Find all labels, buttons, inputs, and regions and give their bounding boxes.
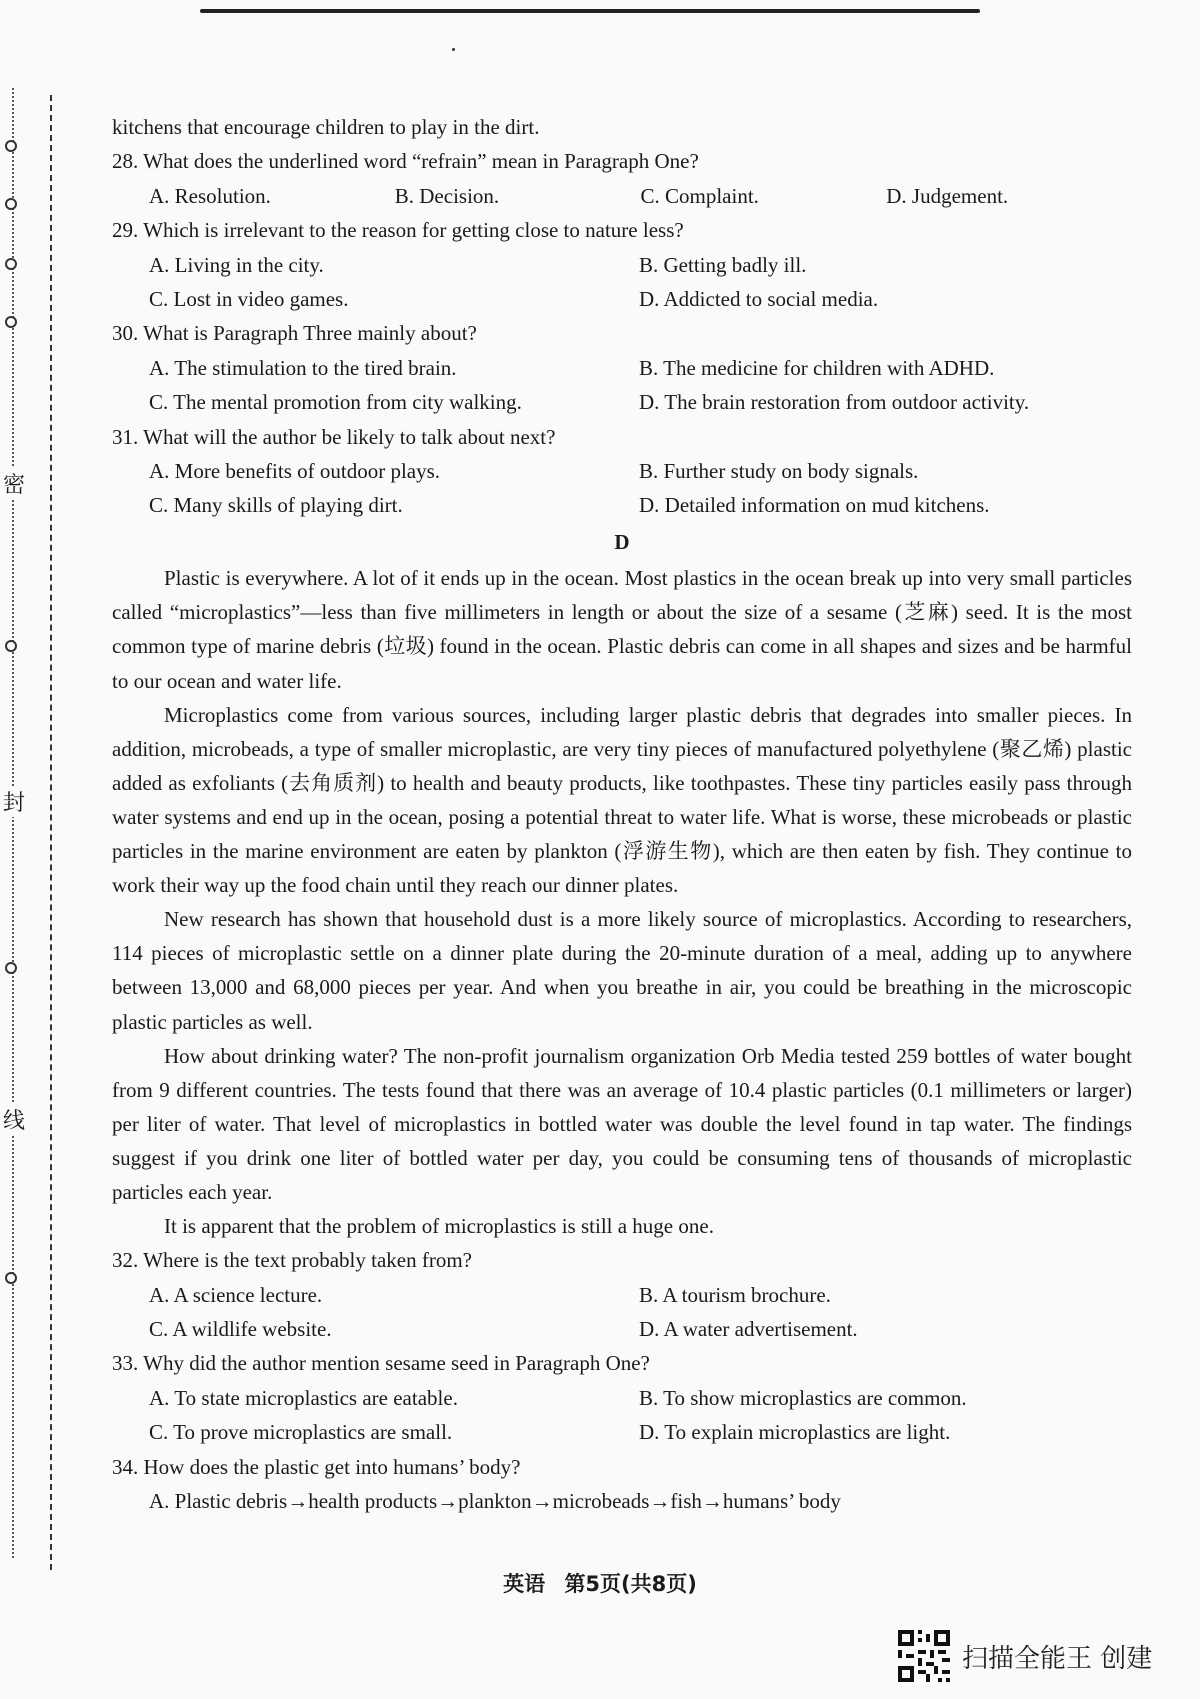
option-b: B. Decision. [394, 183, 500, 208]
question-30: 30. What is Paragraph Three mainly about? [112, 321, 477, 346]
binding-hole [5, 962, 17, 974]
question-31: 31. What will the author be likely to talk about next? [112, 424, 556, 449]
question-28: 28. What does the underlined word “refrain” mean in Paragraph One? [112, 149, 699, 174]
binding-hole [5, 198, 17, 210]
options-31 [112, 454, 1132, 488]
binding-margin [0, 0, 70, 1699]
binding-hole [5, 640, 17, 652]
option-c: C. Many skills of playing dirt. [149, 493, 403, 518]
options-29 [112, 248, 1132, 282]
options-32 [112, 1312, 1132, 1346]
seal-char-mi: 密 [0, 468, 28, 499]
qr-code-icon [898, 1630, 950, 1682]
options-31 [112, 488, 1132, 522]
option-d: D. A water advertisement. [639, 1316, 858, 1341]
option-b: B. The medicine for children with ADHD. [639, 355, 995, 380]
dashed-line [50, 95, 52, 1570]
binding-hole [5, 258, 17, 270]
options-33 [112, 1381, 1132, 1415]
options-30 [112, 351, 1132, 385]
options-29 [112, 282, 1132, 316]
dotted-line [12, 88, 14, 1558]
paragraph: Microplastics come from various sources, including larger plastic debris that degrades into smaller pieces. In addition, microbeads, a type of smaller microplastic, are very tiny pieces of manufactured polyethylene (聚乙烯) plastic added as exfoliants (去角质剂) to health and beauty products, like toothpastes. These tiny particles easily pass through water systems and end up in the ocean, posing a potential threat to water life. What is worse, these microbeads or plastic particles in the marine environment are eaten by plankton (浮游生物), which are then eaten by fish. They continue to work their way up the food chain until they reach our dinner plates. [112, 702, 1132, 898]
option-a: A. Resolution. [149, 183, 271, 208]
watermark-text: 扫描全能王 创建 [962, 1643, 1153, 1674]
binding-hole [5, 140, 17, 152]
paragraph: It is apparent that the problem of microplastics is still a huge one. [164, 1214, 714, 1239]
options-33 [112, 1415, 1132, 1449]
scanner-watermark [898, 1630, 1152, 1682]
option-d: D. Addicted to social media. [639, 287, 879, 312]
option-b: B. Getting badly ill. [639, 252, 807, 277]
options-30 [112, 385, 1132, 419]
option-d: D. The brain restoration from outdoor activity. [639, 390, 1030, 415]
paragraph: Plastic is everywhere. A lot of it ends up in the ocean. Most plastics in the ocean break up into very small particles called “microplastics”—less than five millimeters in length or about the size of a sesame (芝麻) seed. It is the most common type of marine debris (垃圾) found in the ocean. Plastic debris can come in all shapes and sizes and be harmful to our ocean and water life. [112, 566, 1132, 693]
seal-char-xian: 线 [0, 1104, 28, 1135]
binding-hole [5, 1272, 17, 1284]
continued-line: kitchens that encourage children to play in the dirt. [112, 115, 540, 139]
option-a: A. Plastic debris→health products→plankton→microbeads→fish→humans’ body [149, 1489, 841, 1513]
option-a: A. More benefits of outdoor plays. [149, 459, 441, 484]
options-32 [112, 1278, 1132, 1312]
option-a: A. To state microplastics are eatable. [149, 1385, 458, 1410]
option-d: D. Detailed information on mud kitchens. [639, 493, 990, 518]
option-d: D. Judgement. [886, 183, 1009, 208]
option-c: C. The mental promotion from city walking. [149, 390, 522, 415]
page-content [112, 110, 1132, 1518]
section-heading: D [614, 529, 630, 554]
page-footer [0, 1568, 1200, 1598]
option-b: B. Further study on body signals. [639, 459, 919, 484]
footer-page-number: 第5页(共8页) [564, 1572, 697, 1596]
option-c: C. A wildlife website. [149, 1316, 332, 1341]
seal-char-feng: 封 [0, 786, 28, 817]
question-29: 29. Which is irrelevant to the reason for getting close to nature less? [112, 218, 684, 243]
ink-dot [452, 48, 455, 51]
top-rule [200, 9, 980, 13]
option-a: A. A science lecture. [149, 1282, 323, 1307]
question-33: 33. Why did the author mention sesame seed in Paragraph One? [112, 1351, 650, 1376]
paragraph: New research has shown that household dust is a more likely source of microplastics. According to researchers, 114 pieces of microplastic settle on a dinner plate during the 20-minute duration of a meal, adding up to anywhere between 13,000 and 68,000 pieces per year. And when you breathe in air, you could be breathing in the microscopic plastic particles as well. [112, 907, 1132, 1034]
option-c: C. Lost in video games. [149, 287, 349, 312]
option-d: D. To explain microplastics are light. [639, 1420, 951, 1445]
option-b: B. To show microplastics are common. [639, 1385, 967, 1410]
binding-hole [5, 316, 17, 328]
option-a: A. Living in the city. [149, 252, 324, 277]
option-c: C. Complaint. [640, 183, 759, 208]
footer-subject: 英语 [503, 1572, 546, 1596]
question-34: 34. How does the plastic get into humans’ body? [112, 1454, 521, 1479]
option-b: B. A tourism brochure. [639, 1282, 831, 1307]
options-34 [112, 1484, 1132, 1518]
options-28 [112, 179, 1132, 213]
question-32: 32. Where is the text probably taken from? [112, 1248, 472, 1273]
paragraph: How about drinking water? The non-profit journalism organization Orb Media tested 259 bottles of water bought from 9 different countries. The tests found that there was an average of 10.4 plastic particles (0.1 millimeters or larger) per liter of water. That level of microplastics in bottled water was double the level found in tap water. The findings suggest if you drink one liter of bottled water per day, you could be consuming tens of thousands of microplastic particles each year. [112, 1043, 1132, 1204]
option-a: A. The stimulation to the tired brain. [149, 355, 457, 380]
option-c: C. To prove microplastics are small. [149, 1420, 453, 1445]
